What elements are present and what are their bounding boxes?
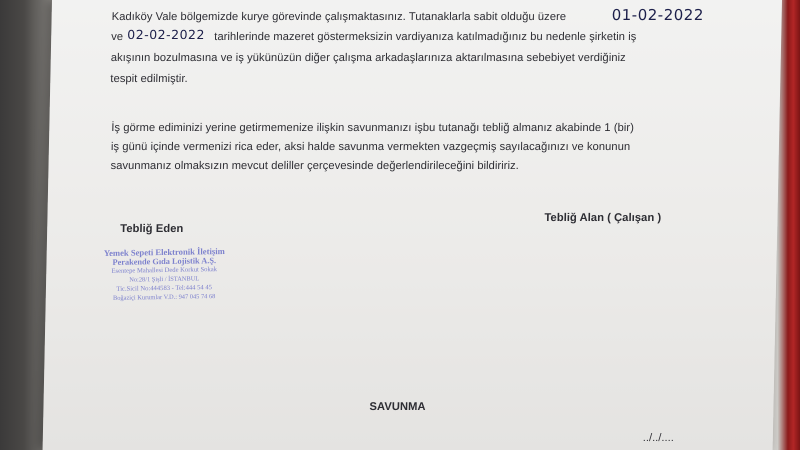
paragraph-2-line-3: savunmanız olmaksızın mevcut deliller çerçevesinde değerlendirileceğini bildiririz. — [110, 160, 519, 172]
stamp-line: Tic.Sicil No:444583 - Tel:444 54 45 — [116, 284, 212, 293]
teblig-eden-label: Tebliğ Eden — [120, 223, 184, 235]
paragraph-1-line-4: tespit edilmiştir. — [110, 73, 188, 85]
paragraph-1-line-2-prefix: ve — [111, 31, 124, 43]
paragraph-1-line-3: akışının bozulmasına ve iş yükünüzün diğer çalışma arkadaşlarınıza aktarılmasına sebebiyet verdiğiniz — [110, 52, 626, 64]
stamp-line: Esentepe Mahallesi Dede Korkut Sokak — [111, 266, 218, 275]
background-fabric — [778, 0, 800, 450]
stamp-line: Yemek Sepeti Elektronik İletişim — [103, 245, 225, 259]
stamp-line: Boğaziçi Kurumlar V.D.: 947 045 74 68 — [112, 293, 216, 302]
paragraph-1-line-2: tarihlerinde mazeret göstermeksizin vardiyanıza katılmadığınız bu nedenle şirketin iş — [214, 31, 637, 43]
company-stamp — [79, 247, 249, 304]
paragraph-2-line-2: iş günü içinde vermenizi rica eder, aksi halde savunma vermekten vazgeçmiş sayılacağınızı ve konunun — [110, 141, 631, 153]
teblig-alan-label: Tebliğ Alan ( Çalışan ) — [544, 212, 662, 224]
paragraph-2-line-1: İş görme ediminizi yerine getirmemenize ilişkin savunmanızı işbu tutanağı tebliğ almanız akabinde 1 (bir) — [111, 122, 635, 134]
handwritten-date-1: 01-02-2022 — [611, 6, 705, 24]
paragraph-1-line-1: Kadıköy Vale bölgemizde kurye görevinde çalışmaktasınız. Tutanaklarla sabit olduğu üzere — [111, 11, 567, 23]
document-page — [43, 0, 782, 450]
savunma-heading: SAVUNMA — [369, 401, 426, 413]
handwritten-date-2: 02-02-2022 — [127, 27, 206, 42]
date-placeholder: ../../.... — [642, 432, 675, 444]
stamp-line: Perakende Gıda Lojistik A.Ş. — [112, 256, 217, 267]
stamp-line: No:28/1 Şişli / İSTANBUL — [129, 275, 200, 284]
